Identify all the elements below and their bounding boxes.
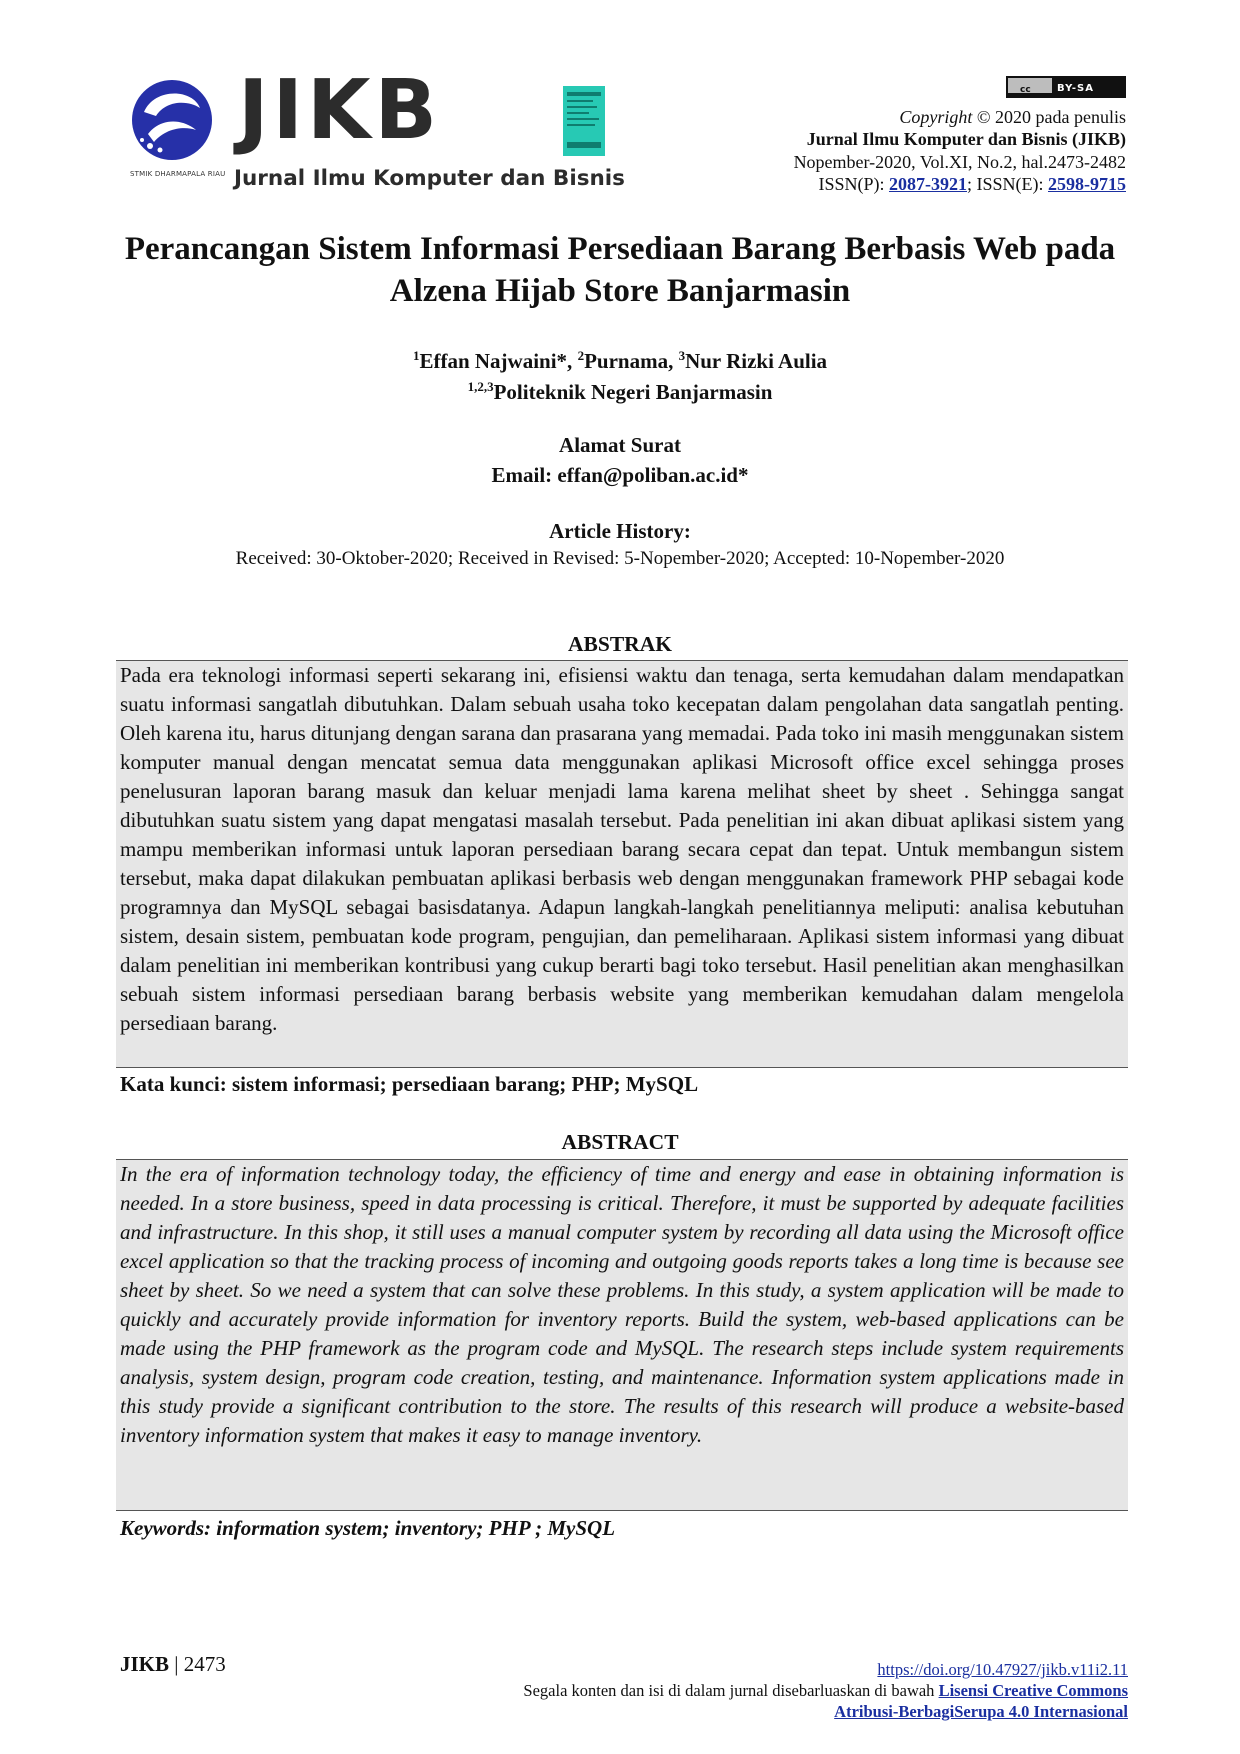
issue-info: Nopember-2020, Vol.XI, No.2, hal.2473-2482: [793, 151, 1126, 172]
cc-badge-right-text: BY-SA: [1057, 83, 1094, 94]
footer-separator: |: [174, 1652, 179, 1676]
logo-institution-text: STMIK DHARMAPALA RIAU: [130, 170, 226, 178]
issn-p-label: ISSN(P):: [818, 174, 885, 194]
issn-p-link[interactable]: 2087-3921: [888, 174, 967, 194]
abstract-body: In the era of information technology today, the efficiency of time and energy and ease in obtaining information is needed. In a store business, speed in data processing is critical. Therefore, it must be supported by adequate facilities and infrastructure. In this shop, it still uses a manual computer system by recording all data using the Microsoft office excel application so that the tracking process of incoming and outgoing goods reports takes a long time is because see sheet by sheet. So we need a system that can solve these problems. In this study, a system application will be made to quickly and accurately provide information for inventory reports. Build the system, web-based applications can be made using the PHP framework as the program code and MySQL. The research steps include system requirements analysis, system design, program code creation, testing, and maintenance. Information system applications made in this study provide a significant contribution to the store. The results of this research will produce a website-based inventory information system that makes it easy to manage inventory.: [120, 1162, 1124, 1447]
copyright-word: Copyright: [899, 106, 973, 127]
correspondence-email: Email: effan@poliban.ac.id*: [491, 463, 749, 487]
issn-line: [794, 173, 1126, 196]
abstrak-heading: ABSTRAK: [568, 632, 672, 656]
logo-wordmark: JIKB: [238, 63, 442, 158]
author-names: [120, 343, 1120, 374]
journal-meta: [794, 76, 1126, 196]
address-label: Alamat Surat: [559, 433, 681, 457]
abstrak-body: Pada era teknologi informasi seperti sekarang ini, efisiensi waktu dan tenaga, serta kemudahan dalam mendapatkan suatu informasi sangatlah dibutuhkan. Dalam sebuah usaha toko kecepatan dalam pengolahan data sangatlah penting. Oleh karena itu, harus ditunjang dengan sarana dan prasarana yang memadai. Pada toko ini masih menggunakan sistem komputer manual dengan mencatat semua data menggunakan aplikasi Microsoft office excel sehingga proses penelusuran laporan barang masuk dan keluar menjadi lama karena melihat sheet by sheet . Sehingga sangat dibutuhkan suatu sistem yang dapat mengatasi masalah tersebut. Pada penelitian ini akan dibuat aplikasi sistem yang mampu memberikan informasi untuk laporan persediaan barang secara cepat dan tepat. Untuk membangun sistem tersebut, maka dapat dilakukan pembuatan aplikasi berbasis web dengan menggunakan framework PHP sebagai kode programnya dan MySQL sebagai basisdatanya. Adapun langkah-langkah penelitiannya meliputi: analisa kebutuhan sistem, desain sistem, pembuatan kode program, pengujian, dan pemeliharaan. Aplikasi sistem informasi yang dibuat dalam penelitian ini memberikan kontribusi yang cukup berarti bagi toko tersebut. Hasil penelitian akan menghasilkan sebuah sistem informasi persediaan barang berbasis website yang memberikan kemudahan dalam mengelola persediaan barang.: [120, 663, 1124, 1035]
author2-name: Purnama,: [584, 349, 674, 373]
doi-link[interactable]: https://doi.org/10.47927/jikb.v11i2.11: [877, 1660, 1128, 1679]
journal-logo: [130, 63, 630, 196]
page-footer-right: [523, 1659, 1128, 1722]
author1-sup: 1: [412, 348, 420, 363]
abstract-box: [116, 1159, 1128, 1511]
affiliation-name: Politeknik Negeri Banjarmasin: [493, 380, 773, 404]
footer-journal: JIKB: [120, 1652, 170, 1676]
logo-subtitle: Jurnal Ilmu Komputer dan Bisnis: [234, 166, 625, 191]
copyright-rest: © 2020 pada penulis: [976, 106, 1126, 127]
author3-name: Nur Rizki Aulia: [685, 349, 828, 373]
author2-sup: 2: [577, 348, 585, 363]
abstrak-box: [116, 660, 1128, 1068]
author3-sup: 3: [678, 348, 686, 363]
affiliation-sup: 1,2,3: [467, 379, 494, 394]
issn-e-link[interactable]: 2598-9715: [1048, 174, 1126, 194]
author1-name: Effan Najwaini*,: [419, 349, 573, 373]
abstrak-keywords: Kata kunci: sistem informasi; persediaan barang; PHP; MySQL: [120, 1072, 699, 1096]
journal-name: Jurnal Ilmu Komputer dan Bisnis (JIKB): [806, 129, 1126, 149]
abstract-heading: ABSTRACT: [561, 1130, 679, 1154]
affiliation: [120, 374, 1120, 405]
page-footer-left: [120, 1652, 226, 1677]
correspondence-block: [120, 430, 1120, 490]
page-number: 2473: [183, 1652, 226, 1676]
abstract-keywords: Keywords: information system; inventory; PHP ; MySQL: [120, 1516, 616, 1540]
license-link-2[interactable]: Atribusi-BerbagiSerupa 4.0 Internasional: [834, 1702, 1128, 1721]
cc-badge-left-text: cc: [1020, 85, 1031, 95]
license-text: Segala konten dan isi di dalam jurnal disebarluaskan di bawah: [523, 1681, 935, 1700]
paper-title: Perancangan Sistem Informasi Persediaan Barang Berbasis Web pada Alzena Hijab Store Banjarmasin: [124, 231, 1116, 309]
cc-license-badge[interactable]: [1006, 76, 1126, 98]
journal-cover-icon: [563, 86, 605, 156]
copyright-line: [794, 106, 1126, 129]
article-history-heading: Article History:: [549, 519, 691, 543]
authors-block: [120, 343, 1120, 405]
issn-separator: ;: [966, 174, 972, 194]
license-link-1[interactable]: Lisensi Creative Commons: [938, 1681, 1128, 1700]
article-history-dates: Received: 30-Oktober-2020; Received in Revised: 5-Nopember-2020; Accepted: 10-Nopember-2020: [235, 548, 1005, 569]
issn-e-label: ISSN(E):: [976, 174, 1044, 194]
journal-emblem-icon: [130, 78, 214, 162]
